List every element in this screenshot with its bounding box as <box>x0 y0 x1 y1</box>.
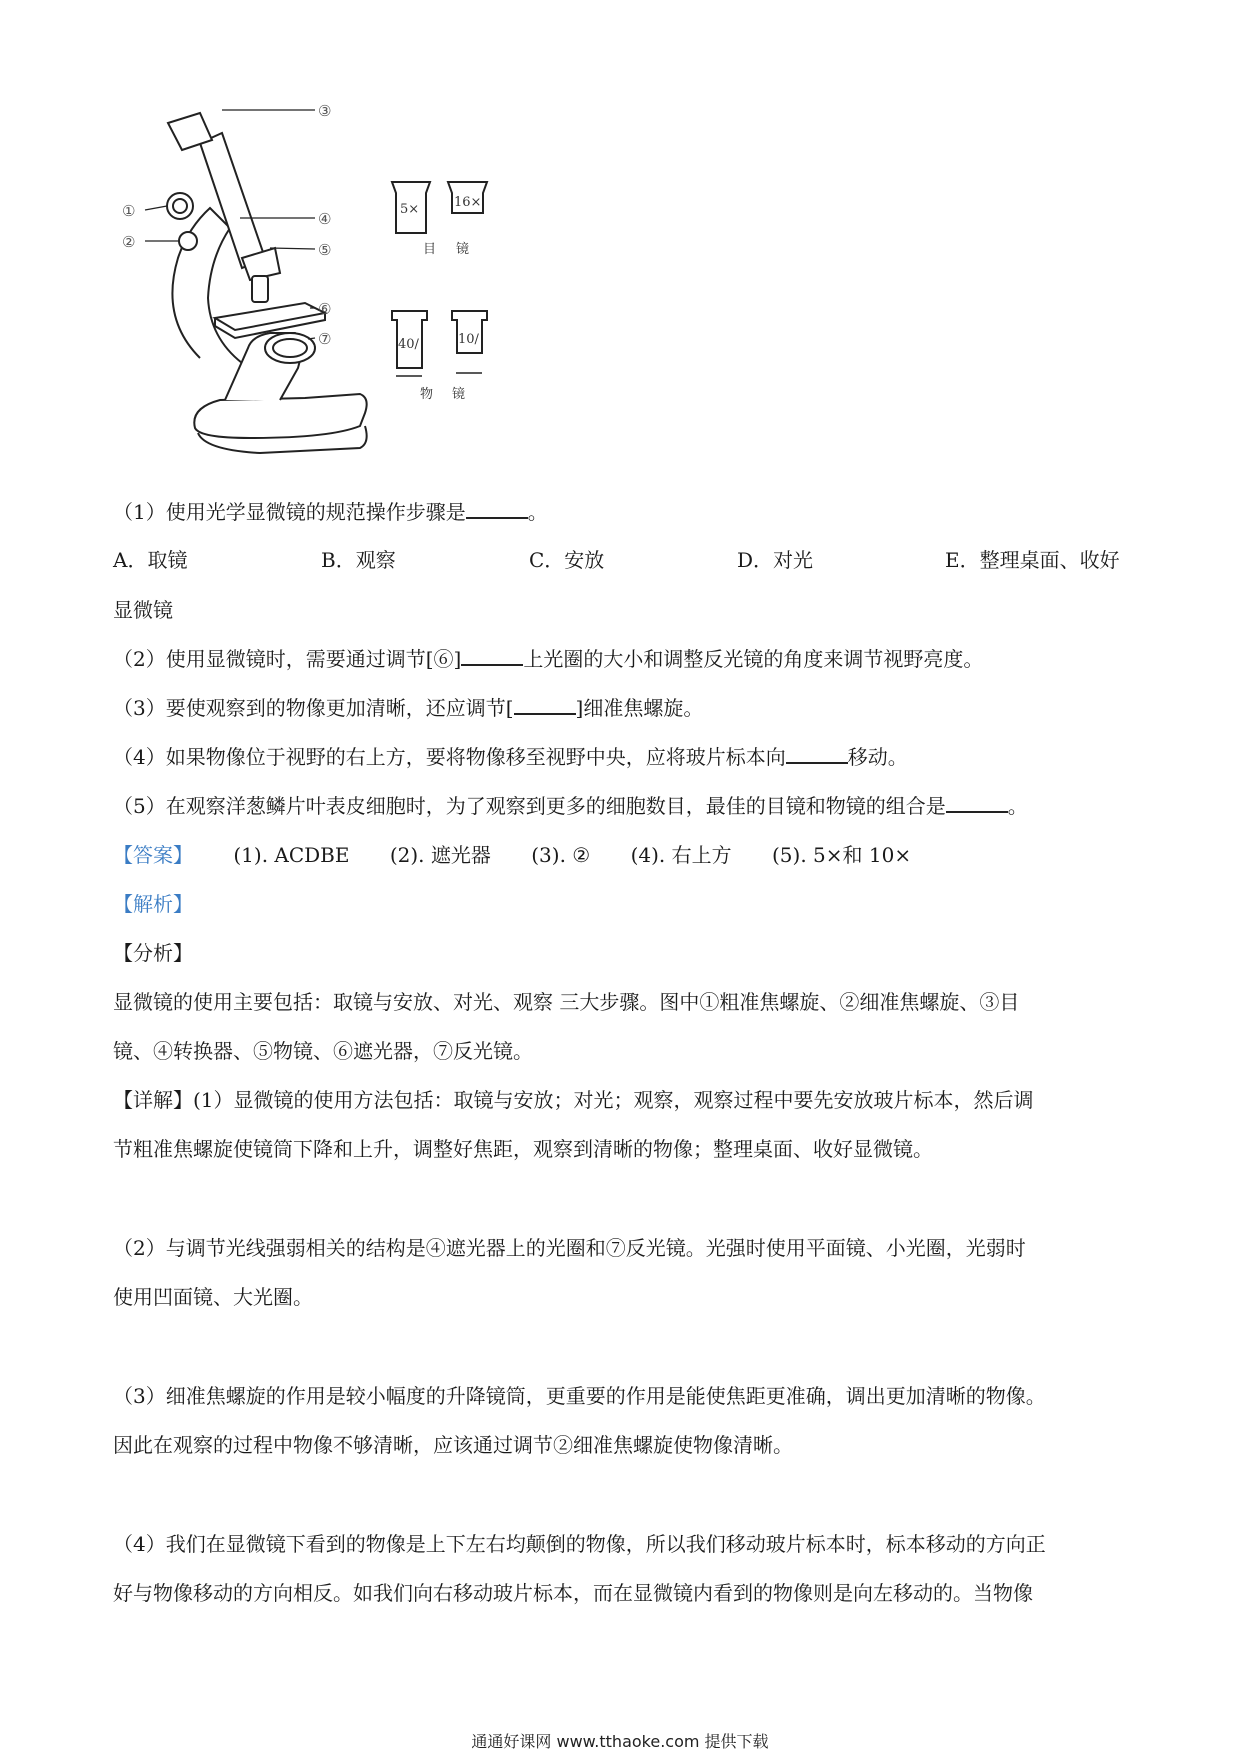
body-line: （3）细准焦螺旋的作用是较小幅度的升降镜筒，更重要的作用是能使焦距更准确，调出更加清晰的物像。 <box>113 1384 1046 1408</box>
eyepiece-16x: 16× <box>454 195 482 210</box>
body-line: 镜、④转换器、⑤物镜、⑥遮光器，⑦反光镜。 <box>113 1039 533 1063</box>
question-3: （3）要使观察到的物像更加清晰，还应调节[ ]细准焦螺旋。 <box>113 696 704 720</box>
answer-label: 【答案】 <box>113 843 193 867</box>
objective-caption-1: 物 <box>420 387 434 402</box>
label-3: ③ <box>318 102 332 120</box>
label-4: ④ <box>318 210 332 228</box>
answer-item-5: (5). 5×和 10× <box>772 843 912 867</box>
label-2: ② <box>122 233 136 251</box>
body-line: 好与物像移动的方向相反。如我们向右移动玻片标本，而在显微镜内看到的物像则是向左移动的。当物像 <box>113 1581 1033 1605</box>
answer-blank-3 <box>514 712 576 715</box>
label-5: ⑤ <box>318 241 332 259</box>
answer-item-1: (1). ACDBE <box>233 843 350 867</box>
body-line: 节粗准焦螺旋使镜筒下降和上升，调整好焦距，观察到清晰的物像；整理桌面、收好显微镜。 <box>113 1137 933 1161</box>
body-line: （2）与调节光线强弱相关的结构是④遮光器上的光圈和⑦反光镜。光强时使用平面镜、小光圈，光弱时 <box>113 1236 1026 1260</box>
answer-blank-2 <box>461 663 523 666</box>
body-line: 【详解】(1）显微镜的使用方法包括：取镜与安放；对光；观察，观察过程中要先安放玻片标本，然后调 <box>113 1088 1034 1112</box>
body-line: 显微镜的使用主要包括：取镜与安放、对光、观察 三大步骤。图中①粗准焦螺旋、②细准焦螺旋、③目 <box>113 990 1020 1014</box>
question-1: （1）使用光学显微镜的规范操作步骤是 。 <box>113 500 548 524</box>
option-c: C．安放 <box>529 548 605 572</box>
microscope-diagram <box>122 102 570 468</box>
eyepiece-caption-1: 目 <box>423 242 437 257</box>
body-line: 因此在观察的过程中物像不够清晰，应该通过调节②细准焦螺旋使物像清晰。 <box>113 1433 793 1457</box>
body-line: 使用凹面镜、大光圈。 <box>113 1285 313 1309</box>
answer-item-3: (3). ② <box>531 843 591 867</box>
option-a: A．取镜 <box>113 548 188 572</box>
objective-caption-2: 镜 <box>452 387 466 402</box>
page-footer: 通通好课网 www.tthaoke.com 提供下载 <box>471 1732 769 1751</box>
eyepiece-5x: 5× <box>400 202 420 217</box>
option-b: B．观察 <box>321 548 396 572</box>
label-1: ① <box>122 202 136 220</box>
microscope-figure <box>122 102 570 468</box>
answer-item-2: (2). 遮光器 <box>389 843 491 867</box>
question-4: （4）如果物像位于视野的右上方，要将物像移至视野中央，应将玻片标本向 移动。 <box>113 745 908 769</box>
label-6: ⑥ <box>318 300 332 318</box>
answer-blank-4 <box>786 761 848 764</box>
question-5: （5）在观察洋葱鳞片叶表皮细胞时，为了观察到更多的细胞数目，最佳的目镜和物镜的组合是 。 <box>113 794 1028 818</box>
option-e: E．整理桌面、收好 <box>945 548 1120 572</box>
option-d: D．对光 <box>737 548 814 572</box>
question-2: （2）使用显微镜时，需要通过调节[⑥] 上光圈的大小和调整反光镜的角度来调节视野亮度。 <box>113 647 984 671</box>
answer-row <box>113 839 945 868</box>
answer-item-4: (4). 右上方 <box>630 843 732 867</box>
label-7: ⑦ <box>318 330 332 348</box>
option-e-continued: 显微镜 <box>113 598 173 622</box>
objective-10x: 10/ <box>458 332 479 347</box>
answer-blank-1 <box>466 516 528 519</box>
objective-40x: 40/ <box>398 337 419 352</box>
answer-blank-5 <box>946 810 1008 813</box>
body-line: （4）我们在显微镜下看到的物像是上下左右均颠倒的物像，所以我们移动玻片标本时，标本移动的方向正 <box>113 1532 1046 1556</box>
analysis-label: 【解析】 <box>113 892 193 916</box>
eyepiece-caption-2: 镜 <box>456 242 470 257</box>
fenxi-label: 【分析】 <box>113 941 193 965</box>
